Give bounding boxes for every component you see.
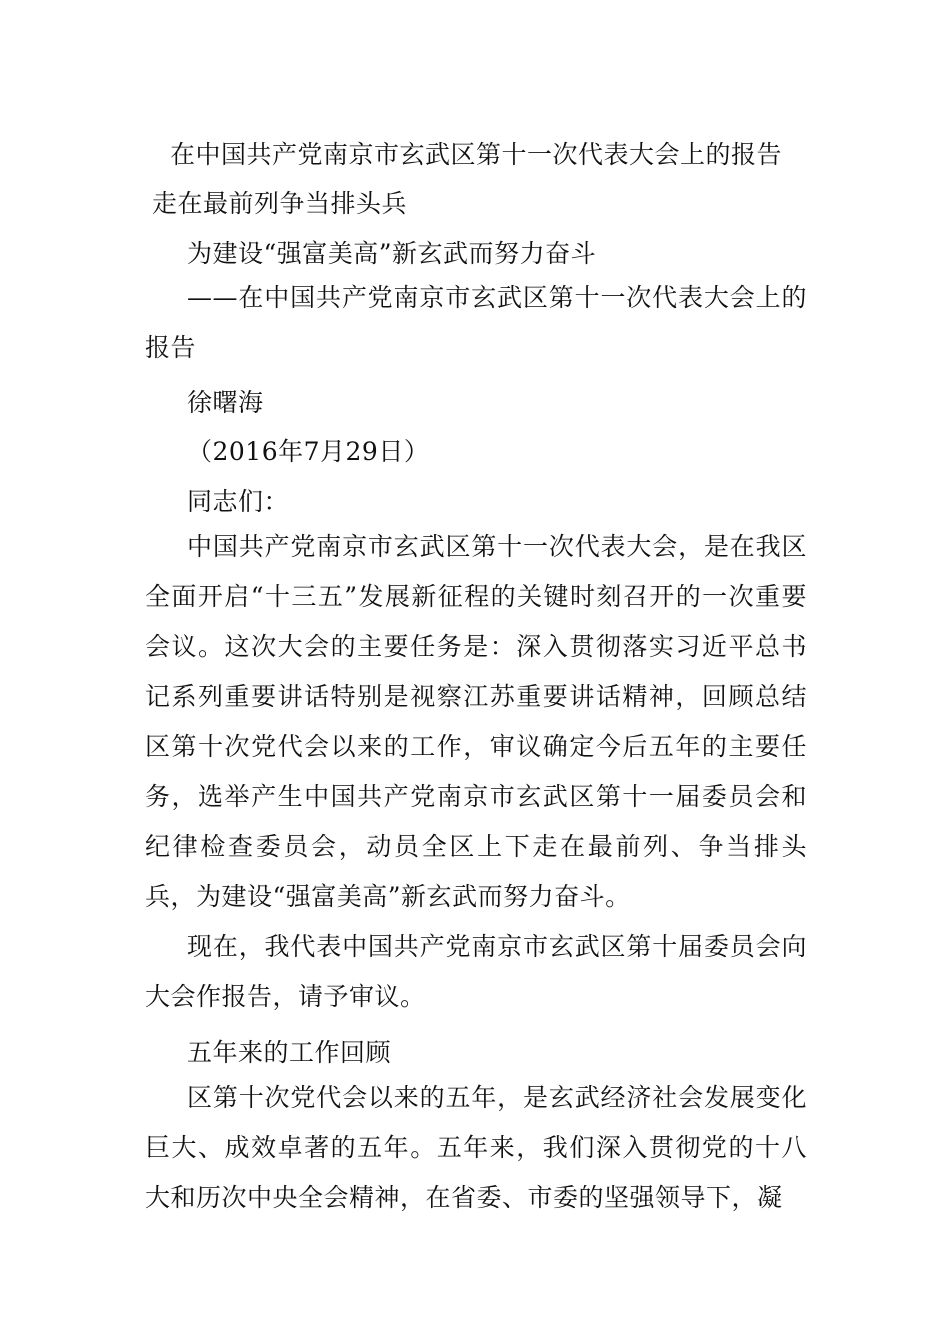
body-paragraph-1: 中国共产党南京市玄武区第十一次代表大会，是在我区全面开启“十三五”发展新征程的关键时刻召开的一次重要会议。这次大会的主要任务是：深入贯彻落实习近平总书记系列重要讲话特别是视察江苏重要讲话精神，回顾总结区第十次党代会以来的工作，审议确定今后五年的主要任务，选举产生中国共产党南京市玄武区第十一届委员会和纪律检查委员会，动员全区上下走在最前列、争当排头兵，为建设“强富美高”新玄武而努力奋斗。 [145, 532, 807, 911]
date: （2016年7月29日） [187, 437, 430, 466]
author: 徐曙海 [187, 388, 264, 417]
body-paragraph-2: 现在，我代表中国共产党南京市玄武区第十届委员会向大会作报告，请予审议。 [145, 932, 807, 1011]
theme-line: 为建设“强富美高”新玄武而努力奋斗 [187, 239, 597, 268]
header-title: 在中国共产党南京市玄武区第十一次代表大会上的报告 [170, 140, 783, 169]
section-paragraph: 区第十次党代会以来的五年，是玄武经济社会发展变化巨大、成效卓著的五年。五年来，我们深入贯彻党的十八大和历次中央全会精神，在省委、市委的坚强领导下，凝 [145, 1083, 807, 1212]
salutation: 同志们： [187, 487, 290, 516]
slogan: 走在最前列争当排头兵 [152, 189, 408, 218]
subtitle: ——在中国共产党南京市玄武区第十一次代表大会上的报告 [145, 283, 807, 362]
section-heading: 五年来的工作回顾 [187, 1038, 392, 1067]
